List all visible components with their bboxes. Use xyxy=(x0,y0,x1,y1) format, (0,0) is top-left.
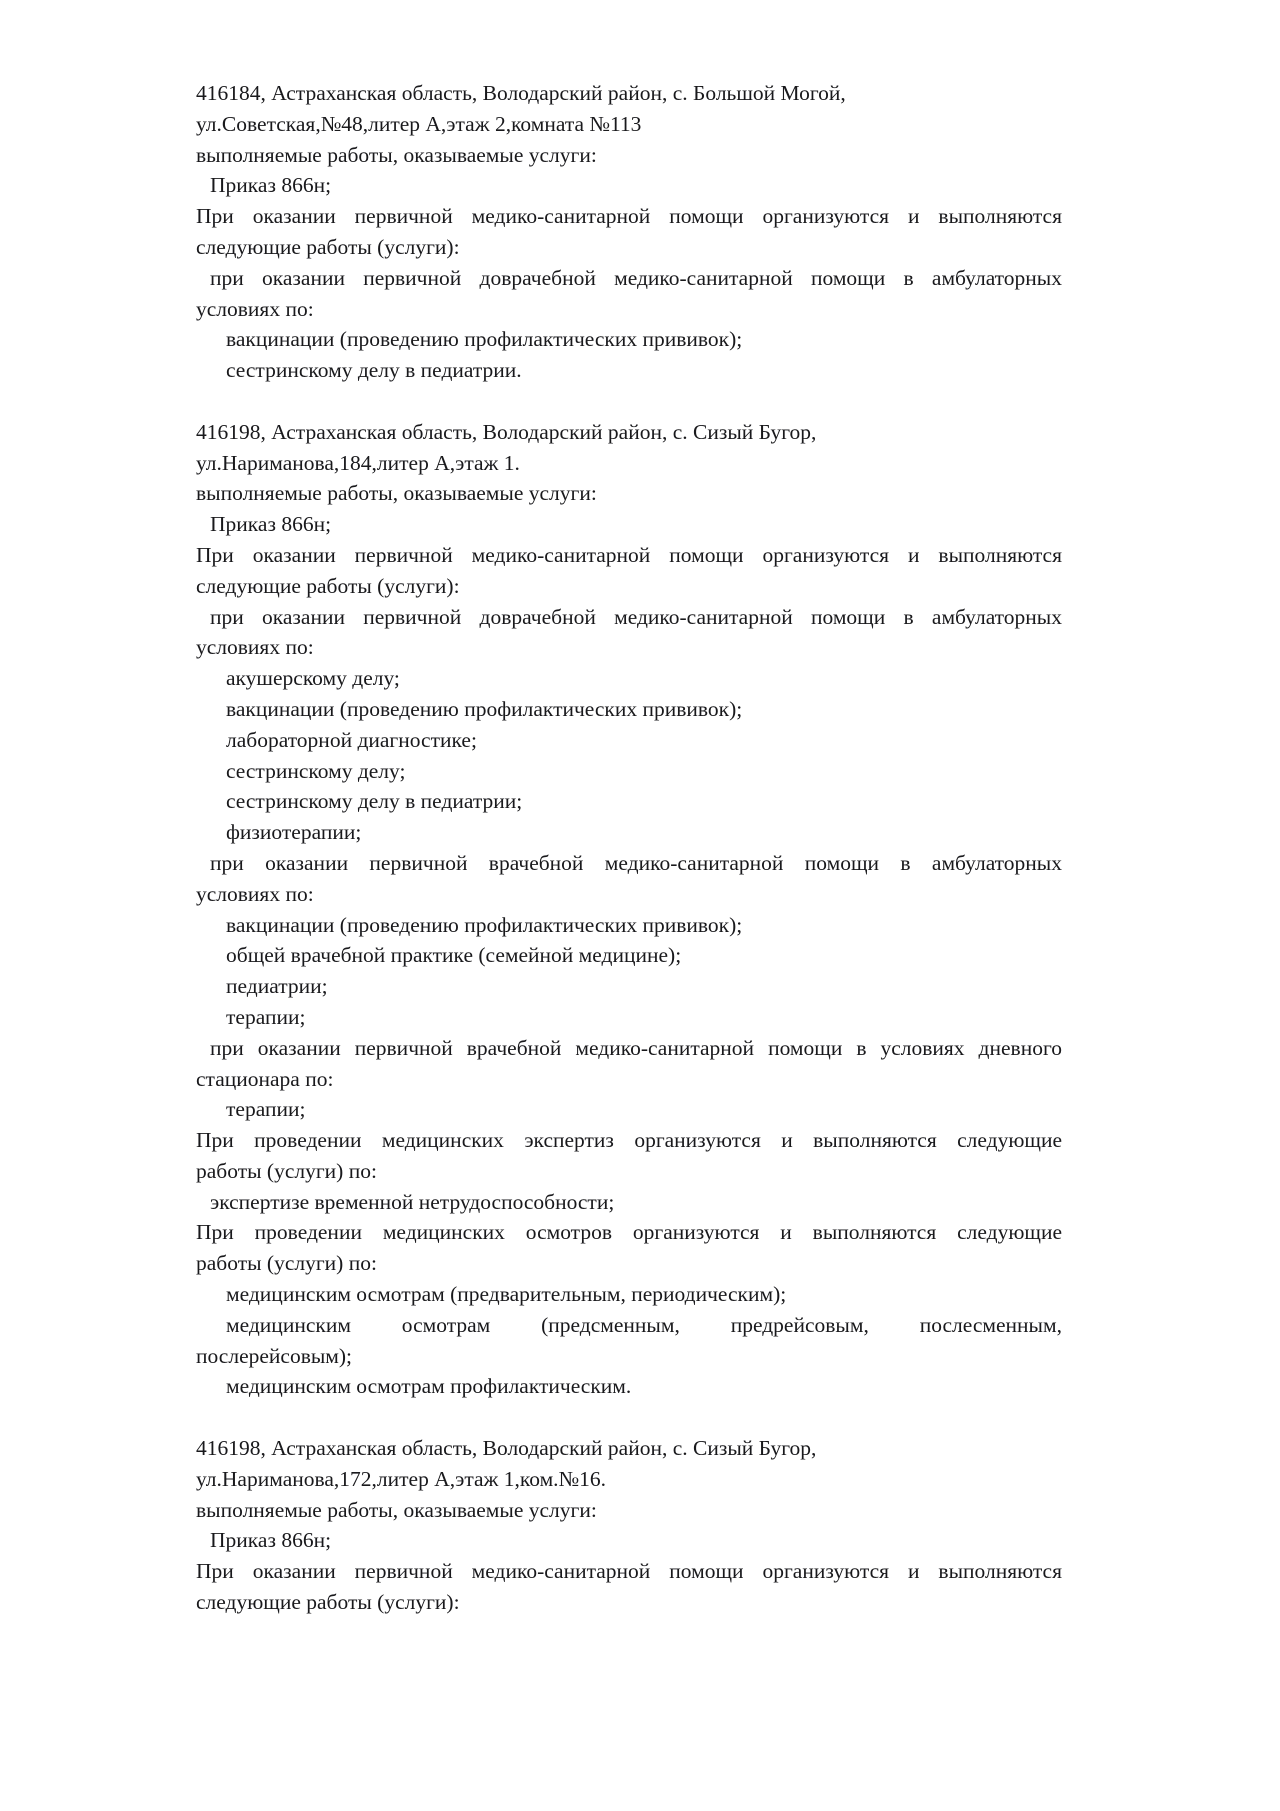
service-item: сестринскому делу в педиатрии; xyxy=(226,789,523,814)
facility-address-line: ул.Нариманова,172,литер А,этаж 1,ком.№16. xyxy=(196,1466,606,1491)
facility-block xyxy=(196,78,1062,386)
facility-address-line: ул.Советская,№48,литер А,этаж 2,комната №113 xyxy=(196,111,642,136)
group-heading-line: условиях по: xyxy=(196,296,314,321)
block-separator xyxy=(196,1402,1062,1433)
service-item: вакцинации (проведению профилактических прививок); xyxy=(226,327,743,352)
facility-address-line: ул.Нариманова,184,литер А,этаж 1. xyxy=(196,450,520,475)
service-item: физиотерапии; xyxy=(226,820,362,845)
order-reference: Приказ 866н; xyxy=(210,173,332,198)
section-heading xyxy=(196,1125,1062,1187)
service-item: лабораторной диагностике; xyxy=(226,727,477,752)
intro-line: При оказании первичной медико-санитарной помощи организуются и выполняются xyxy=(196,204,1062,229)
group-heading xyxy=(196,263,1062,294)
order-reference: Приказ 866н; xyxy=(210,1528,332,1553)
group-heading-line: условиях по: xyxy=(196,635,314,660)
service-item: медицинским осмотрам (предварительным, периодическим); xyxy=(226,1282,787,1307)
group-heading xyxy=(196,1033,1062,1064)
services-header: выполняемые работы, оказываемые услуги: xyxy=(196,142,597,167)
intro-paragraph xyxy=(196,540,1062,602)
services-header: выполняемые работы, оказываемые услуги: xyxy=(196,1497,597,1522)
service-item: педиатрии; xyxy=(226,974,328,999)
section-heading-line: При проведении медицинских осмотров организуются и выполняются следующие xyxy=(196,1220,1062,1245)
service-item: сестринскому делу; xyxy=(226,758,406,783)
service-item: сестринскому делу в педиатрии. xyxy=(226,358,522,383)
services-header: выполняемые работы, оказываемые услуги: xyxy=(196,481,597,506)
group-heading-line: условиях по: xyxy=(196,881,314,906)
service-item: вакцинации (проведению профилактических прививок); xyxy=(226,696,743,721)
group-heading xyxy=(196,848,1062,879)
facility-address-line: 416184, Астраханская область, Володарский район, с. Большой Могой, xyxy=(196,81,846,105)
service-item-line: послерейсовым); xyxy=(196,1343,353,1368)
intro-paragraph xyxy=(196,201,1062,263)
intro-line: следующие работы (услуги): xyxy=(196,234,460,259)
section-heading xyxy=(196,1217,1062,1279)
intro-line: следующие работы (услуги): xyxy=(196,1590,460,1615)
group-heading xyxy=(196,602,1062,633)
service-item: терапии; xyxy=(226,1004,306,1029)
facility-address-line: 416198, Астраханская область, Володарский район, с. Сизый Бугор, xyxy=(196,1436,817,1461)
group-heading-line: при оказании первичной врачебной медико-санитарной помощи в амбулаторных xyxy=(210,850,1062,875)
group-heading-line: стационара по: xyxy=(196,1066,334,1091)
block-separator xyxy=(196,386,1062,417)
service-item: медицинским осмотрам профилактическим. xyxy=(226,1374,632,1399)
intro-line: При оказании первичной медико-санитарной помощи организуются и выполняются xyxy=(196,542,1062,567)
service-item: акушерскому делу; xyxy=(226,666,400,691)
facility-block xyxy=(196,417,1062,1403)
service-item: экспертизе временной нетрудоспособности; xyxy=(210,1189,615,1214)
group-heading-line: при оказании первичной врачебной медико-санитарной помощи в условиях дневного xyxy=(210,1035,1062,1060)
order-reference: Приказ 866н; xyxy=(210,512,332,537)
intro-line: следующие работы (услуги): xyxy=(196,573,460,598)
section-heading-line: работы (услуги) по: xyxy=(196,1251,377,1276)
service-item: общей врачебной практике (семейной медицине); xyxy=(226,943,682,968)
facility-block xyxy=(196,1433,1062,1618)
group-heading-line: при оказании первичной доврачебной медико-санитарной помощи в амбулаторных xyxy=(210,265,1062,290)
section-heading-line: работы (услуги) по: xyxy=(196,1158,377,1183)
service-item: вакцинации (проведению профилактических прививок); xyxy=(226,912,743,937)
group-heading-line: при оказании первичной доврачебной медико-санитарной помощи в амбулаторных xyxy=(210,604,1062,629)
page-content xyxy=(196,78,1062,1618)
facility-address-line: 416198, Астраханская область, Володарский район, с. Сизый Бугор, xyxy=(196,419,817,444)
section-heading-line: При проведении медицинских экспертиз организуются и выполняются следующие xyxy=(196,1128,1062,1153)
intro-paragraph xyxy=(196,1556,1062,1618)
service-item-line: медицинским осмотрам (предсменным, предрейсовым, послесменным, xyxy=(226,1312,1062,1337)
intro-line: При оказании первичной медико-санитарной помощи организуются и выполняются xyxy=(196,1559,1062,1584)
service-item-wrapped xyxy=(196,1310,1062,1341)
service-item: терапии; xyxy=(226,1097,306,1122)
